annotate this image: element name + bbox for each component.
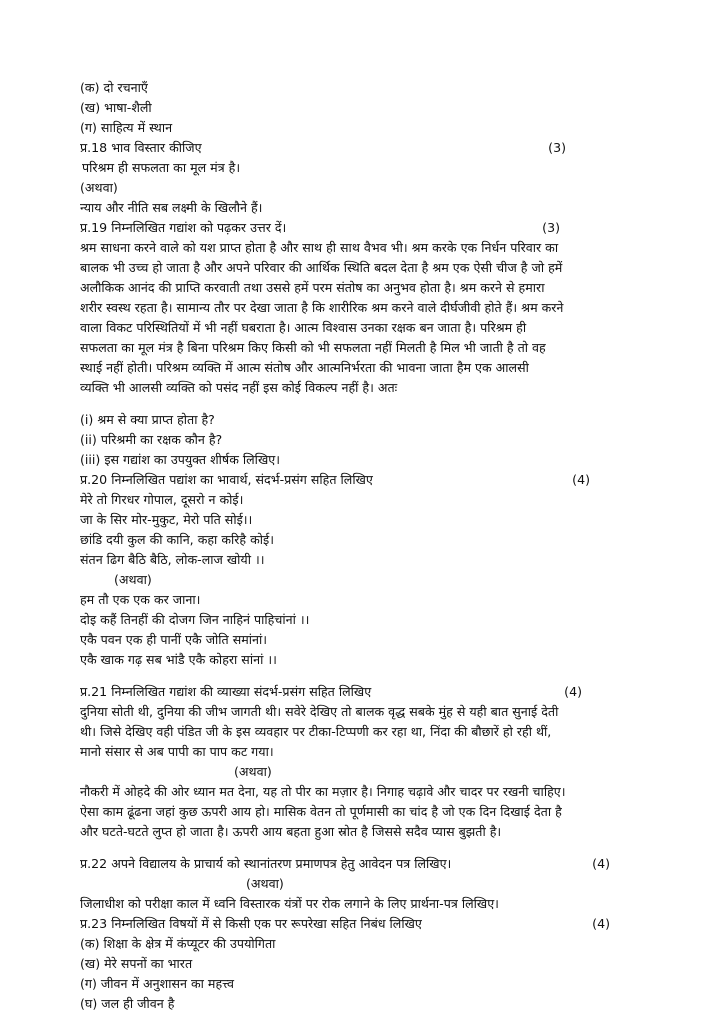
question-22 — [80, 854, 680, 914]
passage-line: दुनिया सोती थी, दुनिया की जीभ जागती थी। सवेरे देखिए तो बालक वृद्ध सबके मुंह से यही बात सुनाई देती — [80, 704, 559, 719]
expansion-text: न्याय और नीति सब लक्ष्मी के खिलौने हैं। — [80, 200, 263, 215]
question-text: प्र.19 निम्नलिखित गद्यांश को पढ़कर उत्तर दें। — [80, 220, 287, 235]
passage-line: वाला विकट परिस्थितियों में भी नहीं घबराता है। आत्म विश्वास उनका रक्षक बन जाता है। परिश्रम ही — [80, 320, 527, 335]
expansion-text: परिश्रम ही सफलता का मूल मंत्र है। — [82, 160, 241, 175]
verse-line: एकै खाक गढ़ सब भांडै एकै कोहरा सांनां ।। — [80, 652, 277, 667]
passage-line: नौकरी में ओहदे की ओर ध्यान मत देना, यह तो पीर का मज़ार है। निगाह चढ़ावे और चादर पर रखनी चाहिए। — [80, 784, 566, 799]
question-text: प्र.18 भाव विस्तार कीजिए — [80, 140, 202, 155]
marks: (3) — [548, 140, 566, 155]
verse-line: हम तौ एक एक कर जाना। — [80, 592, 201, 607]
passage — [80, 238, 680, 398]
essay-topic: (क) शिक्षा के क्षेत्र में कंप्यूटर की उपयोगिता — [80, 936, 276, 951]
question-title — [80, 914, 680, 934]
essay-topic: (ख) मेरे सपनों का भारत — [80, 956, 193, 971]
passage-line: सफलता का मूल मंत्र है बिना परिश्रम किए किसी को भी सफलता नहीं मिलती है मिल भी जाती है तो वह — [80, 340, 546, 355]
passage-line: स्थाई नहीं होती। परिश्रम व्यक्ति में आत्म संतोष और आत्मनिर्भरता की भावना जाता हैम एक आलसी — [80, 360, 529, 375]
marks: (4) — [572, 472, 590, 487]
question-text: प्र.21 निम्नलिखित गद्यांश की व्याख्या संदर्भ-प्रसंग सहित लिखिए — [80, 684, 372, 699]
question-title — [80, 854, 680, 874]
verse-line: जा के सिर मोर-मुकुट, मेरो पति सोई।। — [80, 512, 253, 527]
verse-line: मेरे तो गिरधर गोपाल, दूसरो न कोई। — [80, 492, 244, 507]
essay-topic: (ग) जीवन में अनुशासन का महत्त्व — [80, 976, 235, 991]
question-title — [80, 682, 680, 702]
question-text: प्र.20 निम्नलिखित पद्यांश का भावार्थ, संदर्भ-प्रसंग सहित लिखिए — [80, 472, 373, 487]
verse-line: दोइ कहैं तिनहीं की दोजग जिन नाहिनं पाहिचांनां ।। — [80, 612, 310, 627]
or-label: (अथवा) — [234, 764, 272, 779]
question-23 — [80, 914, 680, 1014]
passage-line: श्रम साधना करने वाले को यश प्राप्त होता है और साथ ही साथ वैभव भी। श्रम करके एक निर्धन परिवार का — [80, 240, 559, 255]
essay-topic: (घ) जल ही जीवन है — [80, 996, 175, 1011]
alternative-question: जिलाधीश को परीक्षा काल में ध्वनि विस्तारक यंत्रों पर रोक लगाने के लिए प्रार्थना-पत्र लिखिए। — [80, 896, 499, 911]
verse-line: संतन ढिग बैठि बैठि, लोक-लाज खोयी ।। — [80, 552, 265, 567]
question-text: प्र.22 अपने विद्यालय के प्राचार्य को स्थानांतरण प्रमाणपत्र हेतु आवेदन पत्र लिखिए। — [80, 856, 452, 871]
q17-option: (ख) भाषा-शैली — [80, 100, 152, 115]
question-18 — [80, 138, 680, 218]
marks: (4) — [592, 856, 610, 871]
passage-line: मानो संसार से अब पापी का पाप कट गया। — [80, 744, 274, 759]
question-title — [80, 138, 680, 158]
passage-line: ऐसा काम ढूंढना जहां कुछ ऊपरी आय हो। मासिक वेतन तो पूर्णमासी का चांद है जो एक दिन दिखाई देता है — [80, 804, 562, 819]
question-19 — [80, 218, 680, 470]
q17-option: (क) दो रचनाएँ — [80, 80, 148, 95]
question-title — [80, 470, 680, 490]
question-title — [80, 218, 680, 238]
question-text: प्र.23 निम्नलिखित विषयों में से किसी एक पर रूपरेखा सहित निबंध लिखिए — [80, 916, 422, 931]
marks: (4) — [592, 916, 610, 931]
marks: (4) — [564, 684, 582, 699]
sub-question: (i) श्रम से क्या प्राप्त होता है? — [80, 412, 215, 427]
verse-line: छांडि दयी कुल की कानि, कहा करिहै कोई। — [80, 532, 274, 547]
passage-line: शरीर स्वस्थ रहता है। सामान्य तौर पर देखा जाता है कि शारीरिक श्रम करने वाले दीर्घजीवी होते हैं। श्रम करने — [80, 300, 564, 315]
passage-line: अलौकिक आनंद की प्राप्ति करवाती तथा उससे हमें परम संतोष का अनुभव होता है। श्रम करने से हमारा — [80, 280, 545, 295]
question-20 — [80, 470, 680, 670]
marks: (3) — [542, 220, 560, 235]
or-label: (अथवा) — [114, 572, 152, 587]
passage — [80, 702, 680, 762]
passage-line: बालक भी उच्च हो जाता है और अपने परिवार की आर्थिक स्थिति बदल देता है श्रम एक ऐसी चीज है जो हमें — [80, 260, 563, 275]
q17-options — [80, 78, 680, 138]
passage-line: थी। जिसे देखिए वही पंडित जी के इस व्यवहार पर टीका-टिप्पणी कर रहा था, निंदा की बौछारें हो रही थीं, — [80, 724, 552, 739]
q17-option: (ग) साहित्य में स्थान — [80, 120, 173, 135]
sub-question: (ii) परिश्रमी का रक्षक कौन है? — [80, 432, 223, 447]
verse-line: एकै पवन एक ही पानीं एकै जोति समांनां। — [80, 632, 268, 647]
sub-question: (iii) इस गद्यांश का उपयुक्त शीर्षक लिखिए। — [80, 452, 280, 467]
passage — [80, 782, 680, 842]
exam-page — [80, 78, 680, 1014]
or-label: (अथवा) — [80, 180, 118, 195]
question-21 — [80, 682, 680, 842]
or-label: (अथवा) — [246, 876, 284, 891]
passage-line: व्यक्ति भी आलसी व्यक्ति को पसंद नहीं इस कोई विकल्प नहीं है। अतः — [80, 380, 398, 395]
passage-line: और घटते-घटते लुप्त हो जाता है। ऊपरी आय बहता हुआ स्रोत है जिससे सदैव प्यास बुझती है। — [80, 824, 502, 839]
